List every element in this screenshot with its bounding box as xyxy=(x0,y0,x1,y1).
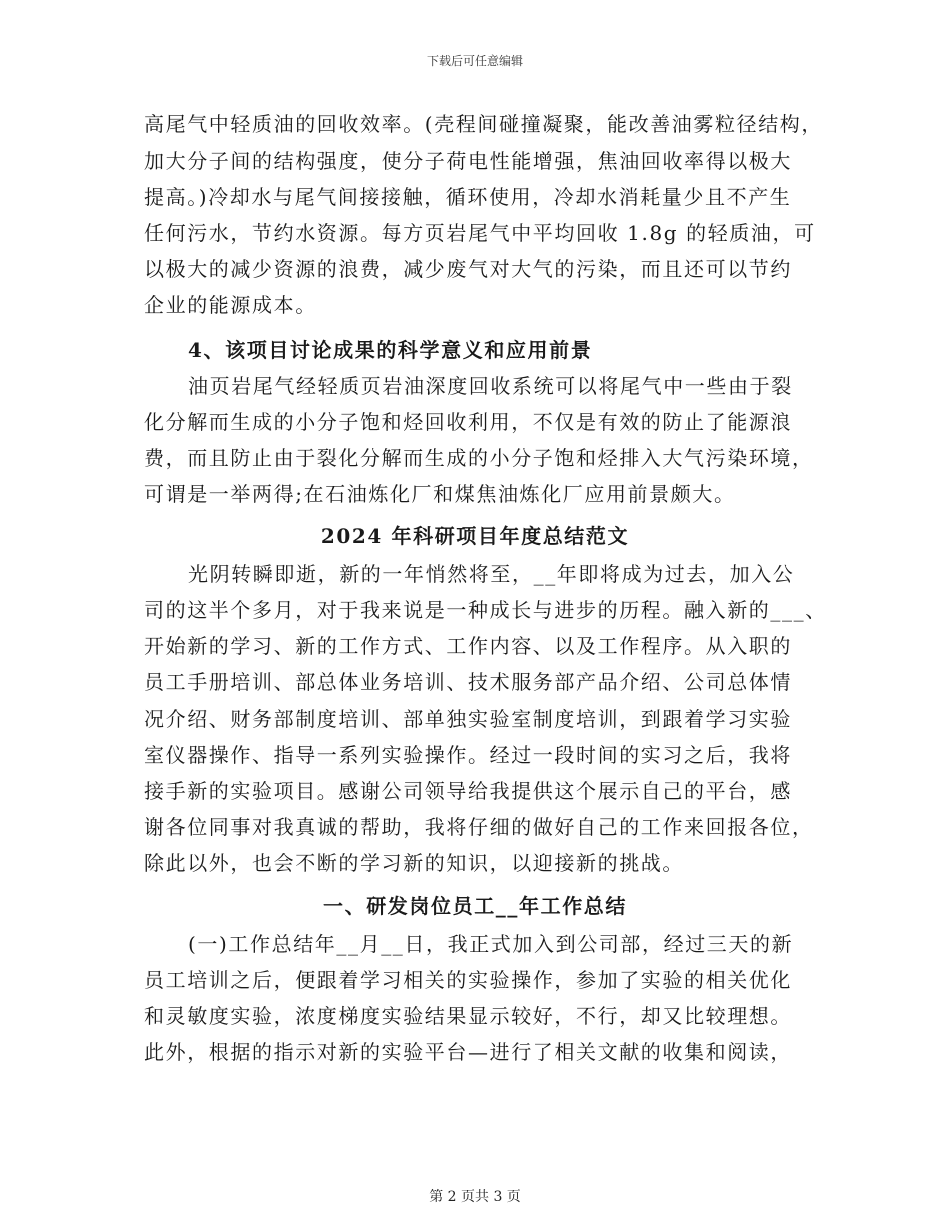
body-line: 和灵敏度实验，浓度梯度实验结果显示较好，不行，却又比较理想。 xyxy=(144,1004,792,1028)
body-line: 开始新的学习、新的工作方式、工作内容、以及工作程序。从入职的 xyxy=(144,634,792,658)
body-line: 司的这半个多月，对于我来说是一种成长与进步的历程。融入新的___、 xyxy=(144,598,827,622)
paragraph-first-line: 油页岩尾气经轻质页岩油深度回收系统可以将尾气中一些由于裂 xyxy=(188,374,793,398)
document-title: 2024 年科研项目年度总结范文 xyxy=(320,524,630,548)
body-line: 谢各位同事对我真诚的帮助，我将仔细的做好自己的工作来回报各位， xyxy=(144,815,814,839)
body-line: 任何污水，节约水资源。每方页岩尾气中平均回收 1.8g 的轻质油，可 xyxy=(144,221,816,245)
body-line: 室仪器操作、指导一系列实验操作。经过一段时间的实习之后，我将 xyxy=(144,743,792,767)
body-line: 况介绍、财务部制度培训、部单独实验室制度培训，到跟着学习实验 xyxy=(144,707,792,731)
body-line: 接手新的实验项目。感谢公司领导给我提供这个展示自己的平台，感 xyxy=(144,779,792,803)
body-line: 除此以外，也会不断的学习新的知识，以迎接新的挑战。 xyxy=(144,851,684,875)
body-line: 费，而且防止由于裂化分解而生成的小分子饱和烃排入大气污染环境， xyxy=(144,446,814,470)
page-number-footer: 第 2 页共 3 页 xyxy=(429,1189,521,1205)
body-line: 此外，根据的指示对新的实验平台—进行了相关文献的收集和阅读， xyxy=(144,1040,792,1064)
body-line: 化分解而生成的小分子饱和烃回收利用，不仅是有效的防止了能源浪 xyxy=(144,410,792,434)
body-line: 高尾气中轻质油的回收效率。(壳程间碰撞凝聚，能改善油雾粒径结构， xyxy=(144,112,824,136)
body-line: 企业的能源成本。 xyxy=(144,293,317,317)
paragraph-first-line: 光阴转瞬即逝，新的一年悄然将至，__年即将成为过去，加入公 xyxy=(188,562,795,586)
body-line: 员工手册培训、部总体业务培训、技术服务部产品介绍、公司总体情 xyxy=(144,670,792,694)
body-line: 可谓是一举两得;在石油炼化厂和煤焦油炼化厂应用前景颇大。 xyxy=(144,482,736,506)
page-header: 下载后可任意编辑 xyxy=(426,54,523,68)
body-line: 以极大的减少资源的浪费，减少废气对大气的污染，而且还可以节约 xyxy=(144,257,792,281)
body-line: 提高。)冷却水与尾气间接接触，循环使用，冷却水消耗量少且不产生 xyxy=(144,185,792,209)
section-heading: 一、研发岗位员工__年工作总结 xyxy=(323,894,627,918)
body-line: 加大分子间的结构强度，使分子荷电性能增强，焦油回收率得以极大 xyxy=(144,149,792,173)
paragraph-first-line: (一)工作总结年__月__日，我正式加入到公司部，经过三天的新 xyxy=(188,932,794,956)
section-heading: 4、该项目讨论成果的科学意义和应用前景 xyxy=(188,338,593,362)
body-line: 员工培训之后，便跟着学习相关的实验操作，参加了实验的相关优化 xyxy=(144,968,792,992)
